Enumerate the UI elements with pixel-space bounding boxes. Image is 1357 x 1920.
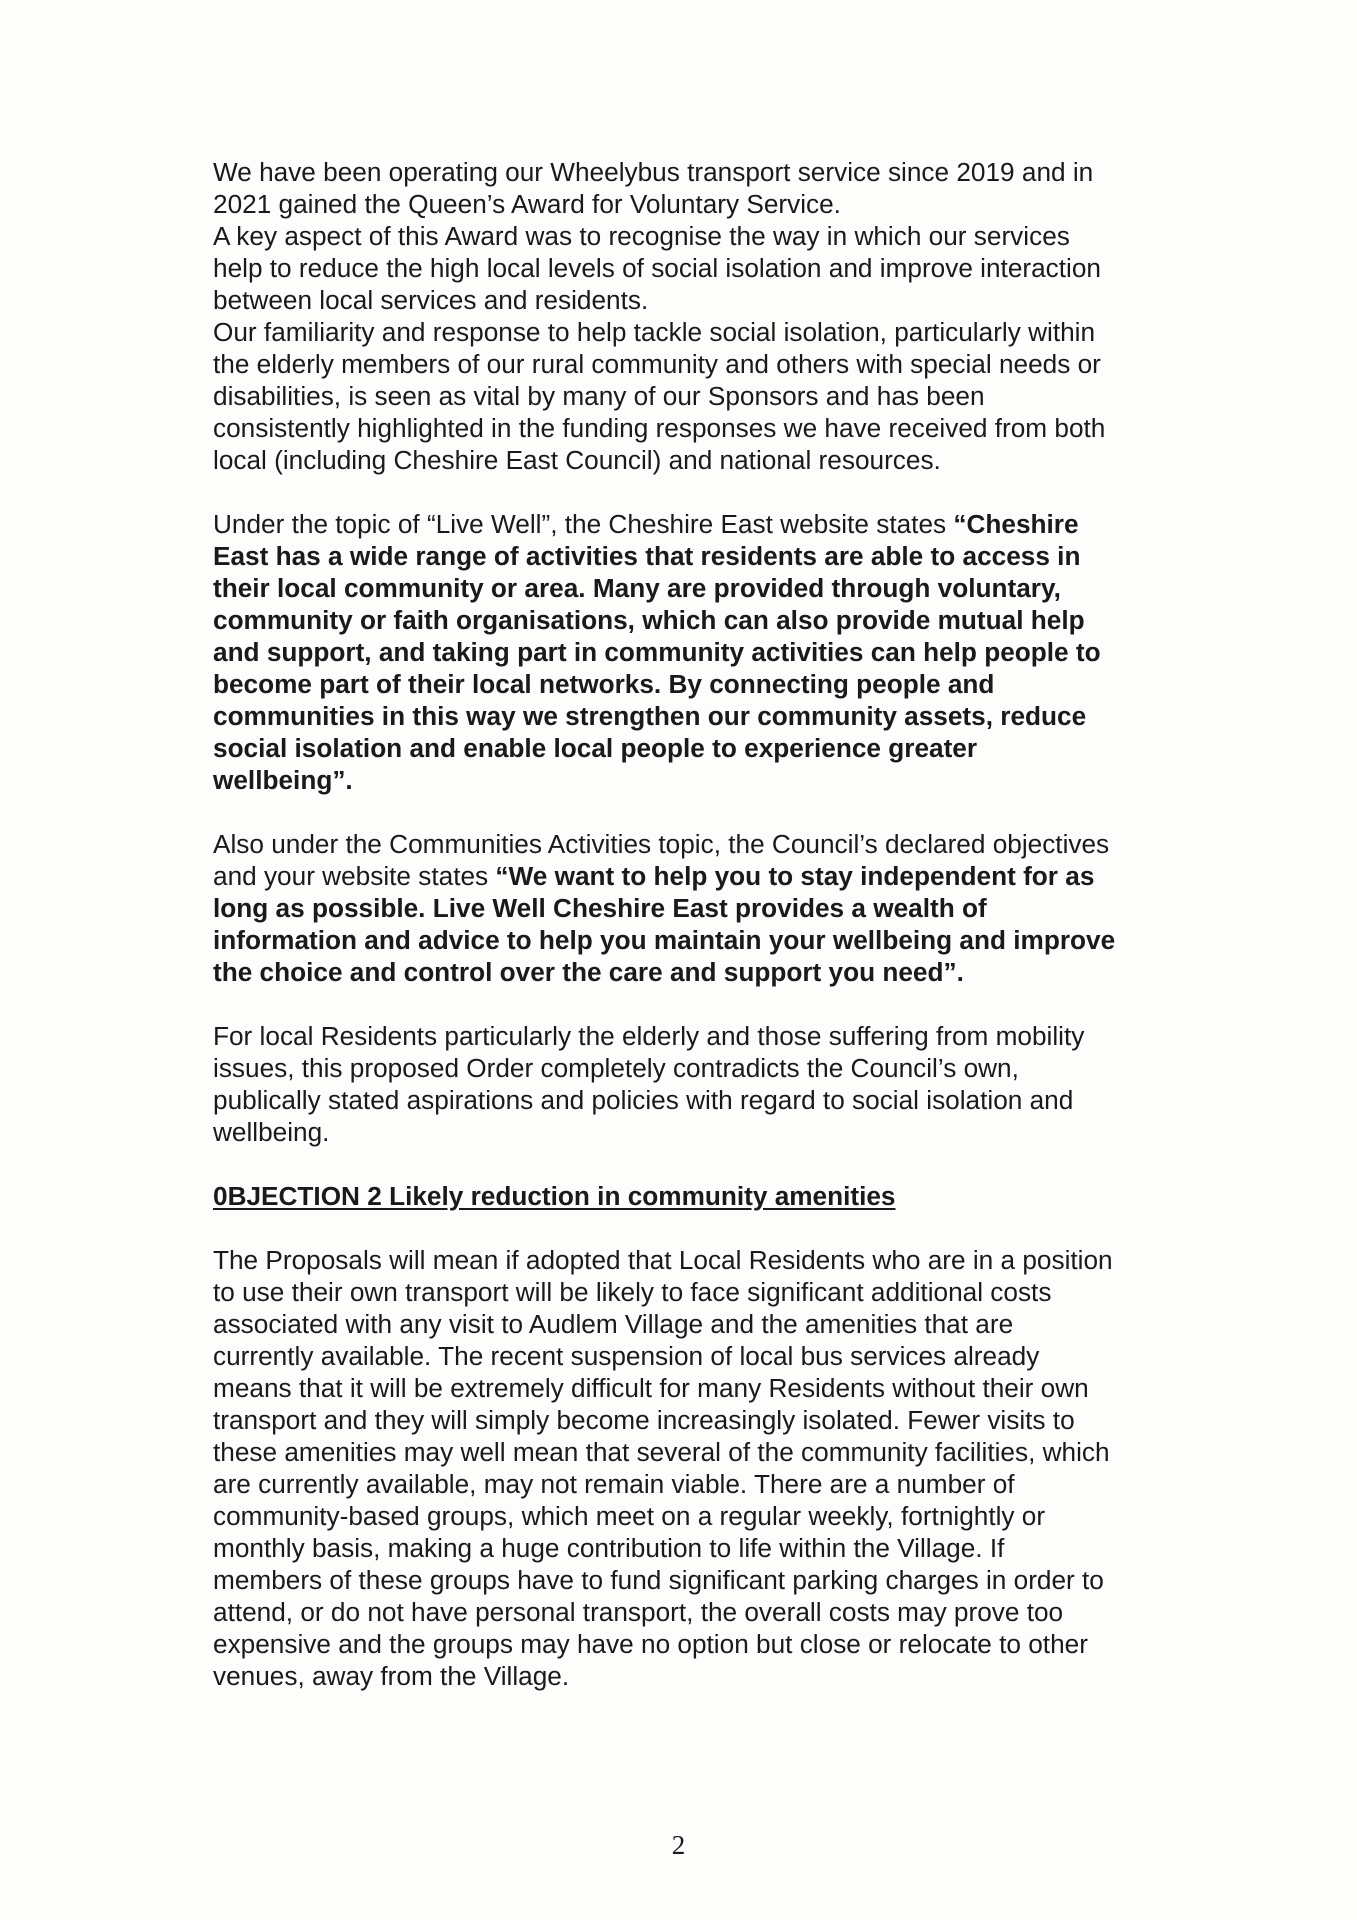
- quoted-text-line: wellbeing”.: [213, 765, 353, 795]
- paragraph-local-residents: [213, 1020, 1183, 1148]
- quoted-text-line: communities in this way we strengthen our community assets, reduce: [213, 701, 1087, 731]
- text-line: wellbeing.: [213, 1117, 330, 1147]
- paragraph-proposals: [213, 1244, 1183, 1692]
- quoted-text-line: become part of their local networks. By connecting people and: [213, 669, 995, 699]
- document-page: [213, 156, 1183, 1692]
- paragraph-wheelybus: [213, 156, 1183, 476]
- text-line: are currently available, may not remain viable. There are a number of: [213, 1469, 1015, 1499]
- text-line: We have been operating our Wheelybus transport service since 2019 and in: [213, 157, 1094, 187]
- quoted-text-line: information and advice to help you maintain your wellbeing and improve: [213, 925, 1116, 955]
- text-line: consistently highlighted in the funding responses we have received from both: [213, 413, 1106, 443]
- quoted-text-line: East has a wide range of activities that residents are able to access in: [213, 541, 1081, 571]
- text-line: expensive and the groups may have no option but close or relocate to other: [213, 1629, 1088, 1659]
- text-line: local (including Cheshire East Council) and national resources.: [213, 445, 941, 475]
- text-line: currently available. The recent suspension of local bus services already: [213, 1341, 1040, 1371]
- text-line: attend, or do not have personal transport, the overall costs may prove too: [213, 1597, 1064, 1627]
- text-line: [213, 508, 1183, 540]
- paragraph-spacer: [213, 1212, 1183, 1244]
- paragraph-spacer: [213, 988, 1183, 1020]
- quoted-text-line: long as possible. Live Well Cheshire East provides a wealth of: [213, 893, 987, 923]
- text-line: transport and they will simply become increasingly isolated. Fewer visits to: [213, 1405, 1075, 1435]
- quoted-text-line: social isolation and enable local people to experience greater: [213, 733, 978, 763]
- text-run: and your website states: [213, 861, 496, 891]
- text-line: publically stated aspirations and policies with regard to social isolation and: [213, 1085, 1074, 1115]
- text-line: A key aspect of this Award was to recognise the way in which our services: [213, 221, 1070, 251]
- page-number: 2: [671, 1830, 686, 1860]
- text-line: issues, this proposed Order completely contradicts the Council’s own,: [213, 1053, 1019, 1083]
- text-line: to use their own transport will be likely to face significant additional costs: [213, 1277, 1052, 1307]
- text-line: community-based groups, which meet on a regular weekly, fortnightly or: [213, 1501, 1046, 1531]
- text-line: The Proposals will mean if adopted that Local Residents who are in a position: [213, 1245, 1113, 1275]
- text-line: between local services and residents.: [213, 285, 649, 315]
- quoted-text: “Cheshire: [953, 509, 1079, 539]
- text-line: disabilities, is seen as vital by many of our Sponsors and has been: [213, 381, 985, 411]
- quoted-text-line: community or faith organisations, which can also provide mutual help: [213, 605, 1085, 635]
- text-line: these amenities may well mean that several of the community facilities, which: [213, 1437, 1110, 1467]
- text-line: For local Residents particularly the elderly and those suffering from mobility: [213, 1021, 1085, 1051]
- paragraph-spacer: [213, 476, 1183, 508]
- objection-heading: 0BJECTION 2 Likely reduction in community amenities: [213, 1181, 896, 1211]
- quoted-text-line: their local community or area. Many are provided through voluntary,: [213, 573, 1061, 603]
- text-line: the elderly members of our rural community and others with special needs or: [213, 349, 1101, 379]
- paragraph-spacer: [213, 796, 1183, 828]
- paragraph-live-well: [213, 508, 1183, 796]
- quoted-text-line: the choice and control over the care and support you need”.: [213, 957, 964, 987]
- quoted-text-line: and support, and taking part in community activities can help people to: [213, 637, 1101, 667]
- text-line: associated with any visit to Audlem Village and the amenities that are: [213, 1309, 1014, 1339]
- text-line: venues, away from the Village.: [213, 1661, 570, 1691]
- paragraph-communities-activities: [213, 828, 1183, 988]
- text-line: Our familiarity and response to help tackle social isolation, particularly within: [213, 317, 1096, 347]
- text-line: [213, 860, 1183, 892]
- text-line: means that it will be extremely difficult for many Residents without their own: [213, 1373, 1089, 1403]
- paragraph-spacer: [213, 1148, 1183, 1180]
- text-run: Under the topic of “Live Well”, the Cheshire East website states: [213, 509, 954, 539]
- text-line: 2021 gained the Queen’s Award for Voluntary Service.: [213, 189, 841, 219]
- text-line: Also under the Communities Activities topic, the Council’s declared objectives: [213, 829, 1110, 859]
- text-line: monthly basis, making a huge contribution to life within the Village. If: [213, 1533, 1005, 1563]
- text-line: members of these groups have to fund significant parking charges in order to: [213, 1565, 1104, 1595]
- text-line: help to reduce the high local levels of social isolation and improve interaction: [213, 253, 1101, 283]
- quoted-text: “We want to help you to stay independent for as: [495, 861, 1095, 891]
